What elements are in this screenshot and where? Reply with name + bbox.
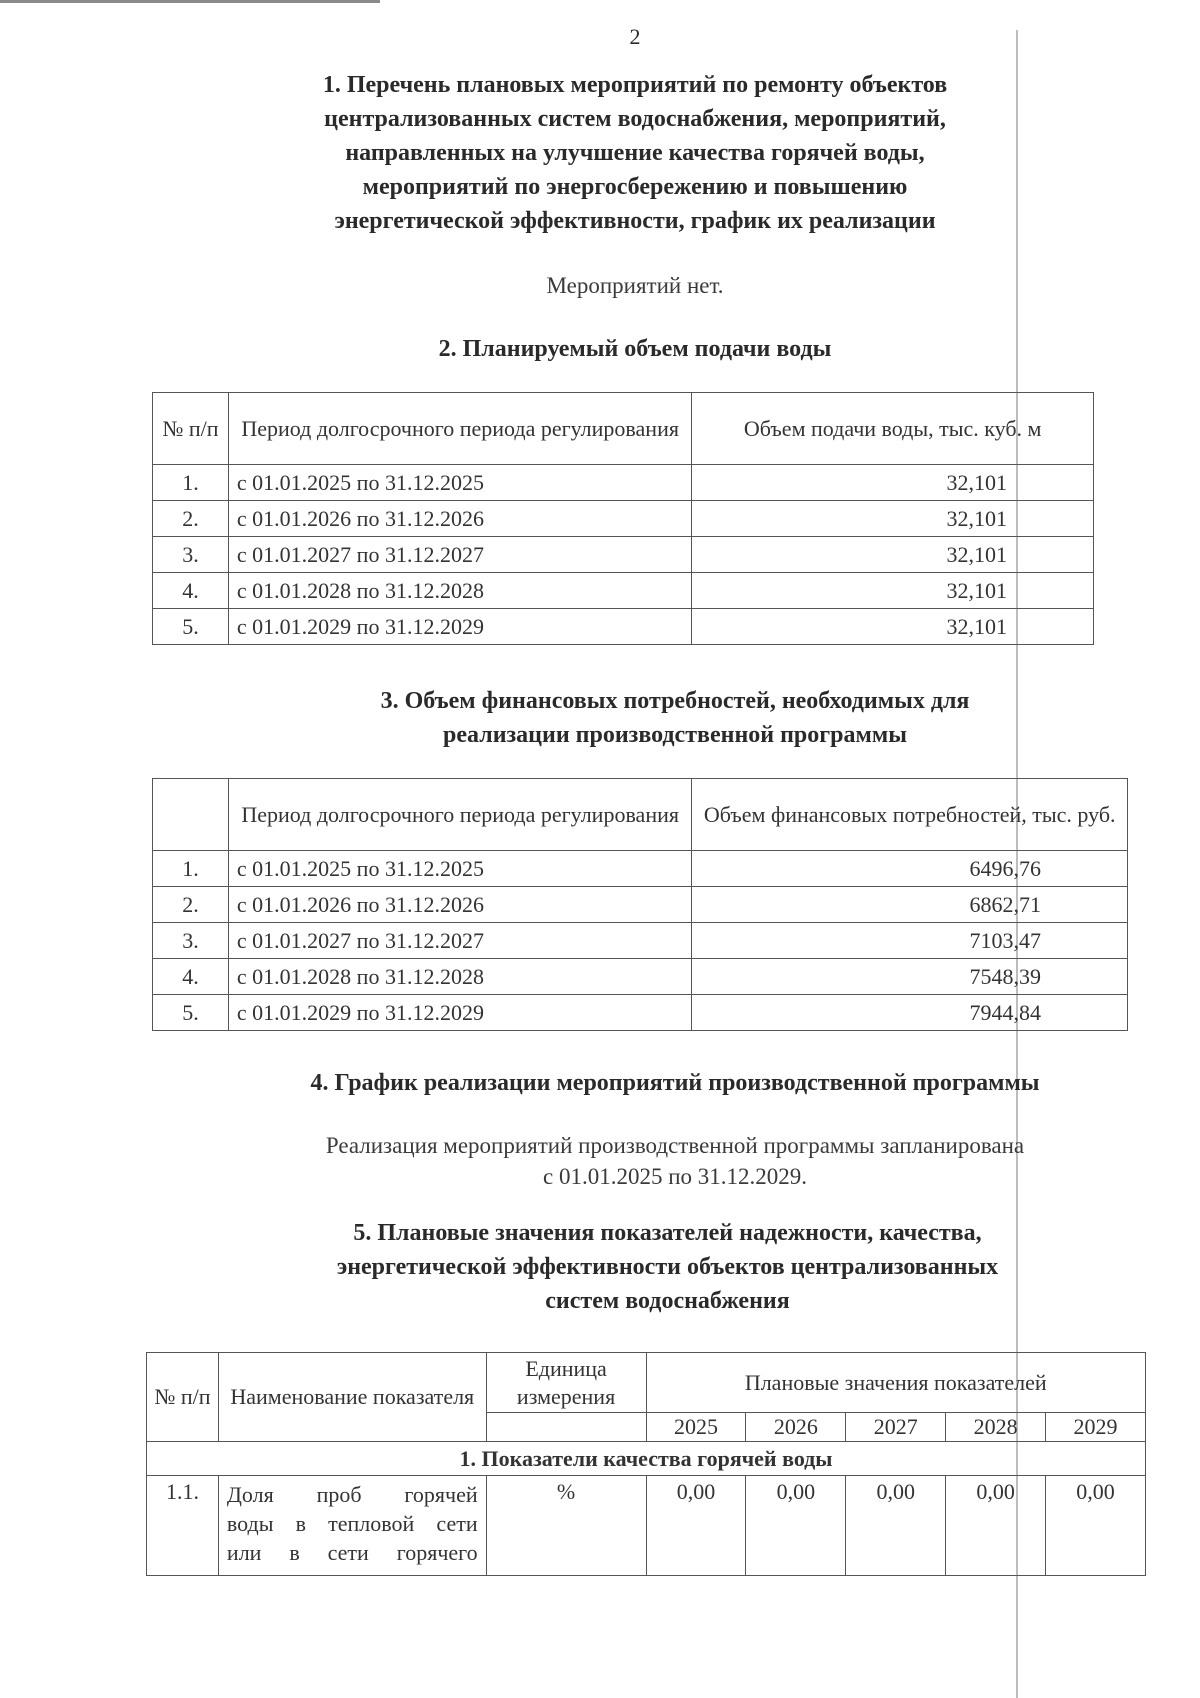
table-row	[153, 851, 1128, 887]
section3-title-line: 3. Объем финансовых потребностей, необходимых для	[380, 688, 970, 714]
section4-text-line: Реализация мероприятий производственной программы запланирована	[325, 1133, 1025, 1158]
row-value: 7103,47	[692, 923, 1128, 959]
row-num: 4.	[153, 573, 229, 609]
water-supply-table	[152, 392, 1094, 645]
header-year: 2026	[746, 1413, 846, 1442]
page-number: 2	[629, 24, 641, 49]
row-period: с 01.01.2026 по 31.12.2026	[228, 887, 692, 923]
row-value: 6862,71	[692, 887, 1128, 923]
table-header-row	[153, 779, 1128, 851]
row-value: 0,00	[1046, 1476, 1146, 1576]
header-unit: Единица измерения	[486, 1353, 646, 1413]
table-header-row	[147, 1353, 1146, 1413]
section1-note: Мероприятий нет.	[546, 273, 724, 298]
table-header-row	[153, 393, 1094, 465]
row-value: 0,00	[746, 1476, 846, 1576]
row-unit: %	[486, 1476, 646, 1576]
row-indicator-name	[218, 1476, 486, 1576]
row-period: с 01.01.2028 по 31.12.2028	[228, 573, 691, 609]
header-unit-blank	[486, 1413, 646, 1442]
header-year: 2027	[846, 1413, 946, 1442]
row-num: 5.	[153, 609, 229, 645]
scan-edge-line	[0, 0, 380, 3]
row-num: 3.	[153, 923, 229, 959]
row-value: 0,00	[946, 1476, 1046, 1576]
header-year: 2028	[946, 1413, 1046, 1442]
indicator-name-line: Доля проб горячей	[226, 1482, 478, 1507]
row-value: 7944,84	[692, 995, 1128, 1031]
indicators-table	[146, 1352, 1146, 1576]
row-value: 7548,39	[692, 959, 1128, 995]
row-period: с 01.01.2027 по 31.12.2027	[228, 537, 691, 573]
table-row	[153, 501, 1094, 537]
indicator-name-line: или в сети горячего	[226, 1540, 478, 1565]
row-period: с 01.01.2028 по 31.12.2028	[228, 959, 692, 995]
header-name: Наименование показателя	[218, 1353, 486, 1442]
section1-title-line: энергетической эффективности, график их реализации	[334, 208, 936, 234]
row-value: 0,00	[846, 1476, 946, 1576]
section1-title-line: 1. Перечень плановых мероприятий по ремонту объектов	[322, 72, 948, 98]
table-row	[153, 537, 1094, 573]
table-row	[147, 1476, 1146, 1576]
row-num: 1.	[153, 851, 229, 887]
header-period: Период долгосрочного периода регулирования	[228, 779, 692, 851]
section1-title	[0, 68, 1200, 238]
header-period: Период долгосрочного периода регулирования	[228, 393, 691, 465]
header-num: № п/п	[153, 393, 229, 465]
row-num: 2.	[153, 501, 229, 537]
table-row	[153, 465, 1094, 501]
row-value: 32,101	[692, 537, 1094, 573]
section4-text	[0, 1130, 1200, 1192]
row-value: 32,101	[692, 609, 1094, 645]
financial-needs-table	[152, 778, 1128, 1031]
row-period: с 01.01.2025 по 31.12.2025	[228, 851, 692, 887]
row-num: 1.1.	[147, 1476, 219, 1576]
section4-text-line: с 01.01.2025 по 31.12.2029.	[542, 1164, 808, 1189]
row-value: 32,101	[692, 573, 1094, 609]
row-num: 2.	[153, 887, 229, 923]
header-num: № п/п	[147, 1353, 219, 1442]
section2-title: 2. Планируемый объем подачи воды	[438, 336, 832, 362]
header-volume: Объем подачи воды, тыс. куб. м	[692, 393, 1094, 465]
section3-title-line: реализации производственной программы	[443, 722, 907, 748]
indicator-name-line: воды в тепловой сети	[226, 1511, 478, 1536]
row-period: с 01.01.2027 по 31.12.2027	[228, 923, 692, 959]
row-period: с 01.01.2029 по 31.12.2029	[228, 609, 691, 645]
section5-title	[0, 1216, 1200, 1318]
row-value: 6496,76	[692, 851, 1128, 887]
section5-title-line: систем водоснабжения	[545, 1288, 790, 1314]
header-num	[153, 779, 229, 851]
row-num: 3.	[153, 537, 229, 573]
row-period: с 01.01.2026 по 31.12.2026	[228, 501, 691, 537]
table-row	[153, 995, 1128, 1031]
section1-title-line: мероприятий по энергосбережению и повышению	[362, 174, 908, 200]
section4-title: 4. График реализации мероприятий производственной программы	[310, 1070, 1040, 1096]
table-row	[153, 609, 1094, 645]
section1-title-line: централизованных систем водоснабжения, мероприятий,	[324, 106, 946, 132]
row-num: 1.	[153, 465, 229, 501]
section5-title-line: 5. Плановые значения показателей надежности, качества,	[353, 1220, 982, 1246]
row-num: 4.	[153, 959, 229, 995]
table-group-row	[147, 1442, 1146, 1476]
section3-title	[0, 684, 1200, 752]
row-num: 5.	[153, 995, 229, 1031]
header-year: 2029	[1046, 1413, 1146, 1442]
group-title: 1. Показатели качества горячей воды	[147, 1442, 1146, 1476]
section5-title-line: энергетической эффективности объектов централизованных	[336, 1254, 999, 1280]
table-row	[153, 959, 1128, 995]
row-value: 32,101	[692, 501, 1094, 537]
table-row	[153, 573, 1094, 609]
header-year: 2025	[646, 1413, 746, 1442]
row-period: с 01.01.2029 по 31.12.2029	[228, 995, 692, 1031]
row-value: 32,101	[692, 465, 1094, 501]
header-plan-values: Плановые значения показателей	[646, 1353, 1146, 1413]
row-value: 0,00	[646, 1476, 746, 1576]
header-finance: Объем финансовых потребностей, тыс. руб.	[692, 779, 1128, 851]
table-row	[153, 887, 1128, 923]
row-period: с 01.01.2025 по 31.12.2025	[228, 465, 691, 501]
table-row	[153, 923, 1128, 959]
section1-title-line: направленных на улучшение качества горячей воды,	[345, 140, 925, 166]
